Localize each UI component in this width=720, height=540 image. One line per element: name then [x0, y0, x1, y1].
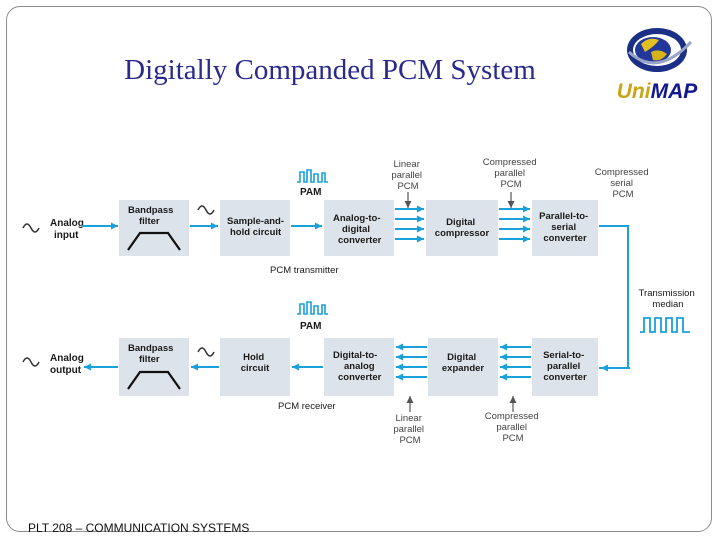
tx-compressed-serial-label: Compressed serial PCM — [594, 167, 649, 200]
adc-label: Analog-to- digital converter — [333, 213, 382, 246]
digital-compressor-label: Digital compressor — [434, 217, 490, 239]
rx-compressed-parallel-label: Compressed parallel PCM — [484, 411, 539, 444]
analog-output-label: Analog output — [50, 353, 84, 376]
serial-to-parallel-label: Serial-to- parallel converter — [543, 350, 587, 383]
rx-pam-label: PAM — [300, 321, 322, 332]
logo-wordmark: UniMAP — [616, 80, 698, 103]
digital-expander-label: Digital expander — [441, 352, 485, 374]
transmission-medium-label: Transmission median — [638, 288, 695, 310]
serial-pulse-train-icon — [640, 318, 690, 332]
transmitter-section — [23, 157, 651, 276]
tx-linear-pcm-label: Linear parallel PCM — [391, 159, 422, 192]
parallel-to-serial-label: Parallel-to- serial converter — [539, 211, 589, 244]
bus-s2p-to-expander — [500, 347, 531, 377]
analog-input-sine-icon — [23, 224, 39, 232]
pcm-receiver-label: PCM receiver — [278, 401, 336, 412]
bus-compressor-to-p2s — [499, 209, 530, 239]
slide-title: Digitally Companded PCM System — [124, 54, 536, 86]
slide-footer: PLT 208 – COMMUNICATION SYSTEMS — [28, 521, 250, 535]
rx-filtered-sine-icon — [198, 348, 214, 356]
tx-pam-pulses-icon — [297, 170, 328, 182]
tx-compressed-parallel-label: Compressed parallel PCM — [482, 157, 537, 190]
transmission-medium — [599, 226, 697, 368]
bus-expander-to-dac — [396, 347, 427, 377]
analog-output-sine-icon — [23, 358, 39, 366]
bus-adc-to-compressor — [395, 209, 424, 239]
tx-filtered-sine-icon — [198, 206, 214, 214]
tx-bandpass-filter-label: Bandpass filter — [128, 205, 174, 227]
rx-pam-pulses-icon — [297, 302, 328, 314]
rx-linear-pcm-label: Linear parallel PCM — [393, 413, 424, 446]
sample-hold-label: Sample-and- hold circuit — [227, 216, 285, 238]
rx-bandpass-filter-label: Bandpass filter — [128, 343, 174, 365]
pcm-transmitter-label: PCM transmitter — [270, 265, 339, 276]
medium-wire — [599, 226, 628, 368]
hold-circuit-label: Hold circuit — [240, 352, 270, 374]
receiver-section — [23, 302, 598, 446]
dac-label: Digital-to- analog converter — [333, 350, 382, 383]
analog-input-label: Analog input — [50, 218, 84, 241]
tx-pam-label: PAM — [300, 187, 322, 198]
